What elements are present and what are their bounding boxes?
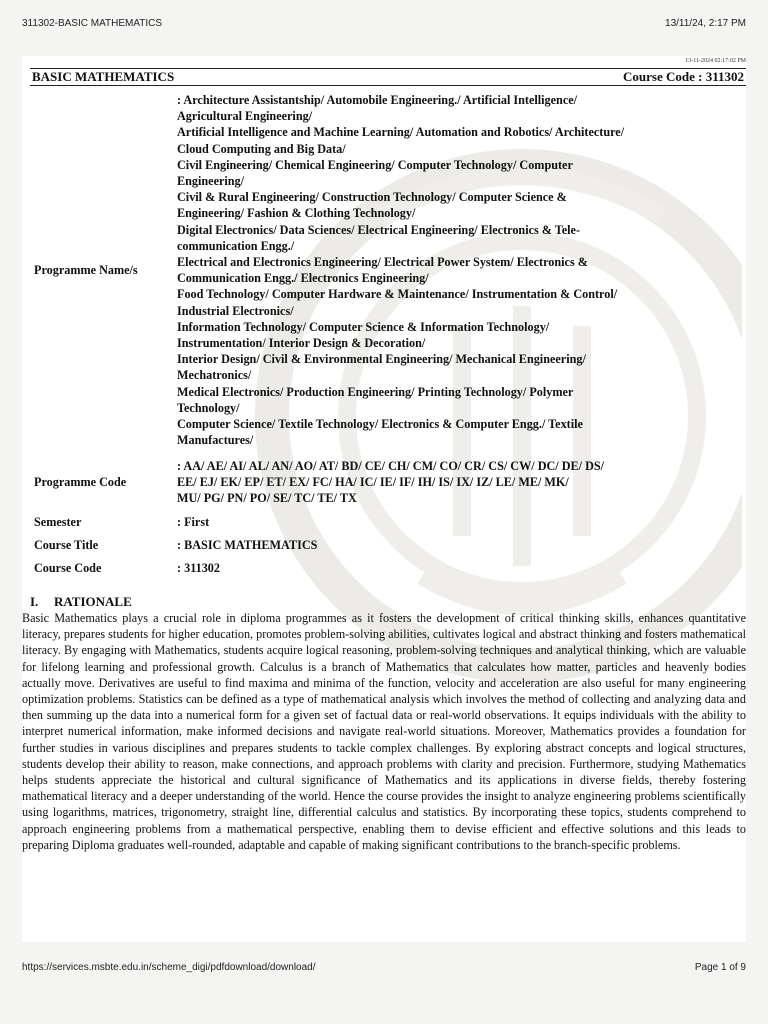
section-number: I.: [30, 594, 39, 609]
course-name-heading: BASIC MATHEMATICS: [32, 69, 175, 84]
programme-names-line: Civil Engineering/ Chemical Engineering/ Computer Technology/ Computer: [177, 157, 573, 172]
print-footer: [22, 962, 746, 973]
course-title-bar: [30, 68, 746, 86]
programme-names-line: Electrical and Electronics Engineering/ Electrical Power System/ Electronics &: [177, 255, 588, 270]
section-title: RATIONALE: [54, 594, 132, 609]
programme-names-row: [34, 92, 740, 448]
programme-names-line: Engineering/ Fashion & Clothing Technology/: [177, 206, 416, 221]
course-title-label: Course Title: [34, 537, 99, 552]
programme-code-row: [34, 458, 740, 507]
rationale-paragraph: Basic Mathematics plays a crucial role in diploma programmes as it fosters the development of critical thinking skills, enhances quantitative literacy, prepares students for higher education, promotes problem-solving abilities, cultivates logical and abstract thinking and fosters mathematical literacy. By engaging with Mathematics, students acquire logical reasoning, problem-solving techniques and analytical thinking, which are valuable for lifelong learning and professional growth. Calculus is a branch of Mathematics that calculates how matter, particles and heavenly bodies actually move. Derivatives are useful to find maxima and minima of the function, velocity and acceleration are also useful for many engineering optimization problems. Statistics can be defined as a type of mathematical analysis which involves the method of collecting and analyzing data and then summing up the data into a numerical form for a given set of factual data or real-world observations. It equips individuals with the ability to interpret numerical information, make informed decisions and navigate real-world situations. Moreover, Mathematics provides a foundation for further studies in various disciplines and prepares students to tackle complex challenges. By exploring abstract concepts and logical structures, students develop their ability to reason, make connections, and approach problems with clarity and precision. Furthermore, studying Mathematics helps students appreciate the historical and cultural significance of Mathematics and its applications in diverse fields, thereby fostering mathematical literacy and a deeper understanding of the world. Hence the course provides the insight to analyze engineering problems scientifically using logarithms, matrices, trigonometry, straight line, differential calculus and statistics. By incorporating these topics, students comprehend to approach engineering problems from a mathematical perspective, enabling them to devise efficient and effective solutions and this leads to preparing Diploma graduates well-rounded, adaptable and capable of making significant contributions to the branch-specific problems.: [22, 611, 746, 852]
programme-names-line: Medical Electronics/ Production Engineering/ Printing Technology/ Polymer: [177, 384, 574, 399]
course-code-label: Course Code: [34, 561, 102, 576]
programme-names-line: Interior Design/ Civil & Environmental Engineering/ Mechanical Engineering/: [177, 352, 586, 367]
print-datetime: 13/11/24, 2:17 PM: [665, 18, 746, 29]
programme-names-value: [177, 92, 740, 448]
generated-timestamp: 13-11-2024 02:17:02 PM: [685, 58, 746, 64]
programme-names-line: Technology/: [177, 400, 240, 415]
programme-names-line: communication Engg./: [177, 238, 295, 253]
rationale-section: [22, 594, 746, 853]
page-url: https://services.msbte.edu.in/scheme_digi/pdfdownload/download/: [22, 962, 316, 973]
print-header: [22, 18, 746, 29]
programme-code-value: [177, 458, 740, 507]
programme-names-line: Civil & Rural Engineering/ Construction Technology/ Computer Science &: [177, 190, 567, 205]
programme-code-line: : AA/ AE/ AI/ AL/ AN/ AO/ AT/ BD/ CE/ CH/ CM/ CO/ CR/ CS/ CW/ DC/ DE/ DS/: [177, 459, 605, 473]
course-title-row: [34, 537, 740, 553]
programme-names-line: Communication Engg./ Electronics Engineering/: [177, 271, 429, 286]
course-code-value: : 311302: [177, 561, 220, 576]
course-code-heading: Course Code : 311302: [623, 69, 744, 84]
programme-names-line: : Architecture Assistantship/ Automobile Engineering./ Artificial Intelligence/: [177, 93, 578, 107]
course-info-table: [34, 92, 740, 576]
programme-names-line: Mechatronics/: [177, 368, 252, 383]
document-page: [22, 56, 746, 942]
programme-names-line: Agricultural Engineering/: [177, 109, 313, 124]
course-code-row: [34, 560, 740, 576]
programme-names-line: Information Technology/ Computer Science & Information Technology/: [177, 319, 550, 334]
programme-names-line: Manufactures/: [177, 433, 254, 448]
programme-code-line: EE/ EJ/ EK/ EP/ ET/ EX/ FC/ HA/ IC/ IE/ IF/ IH/ IS/ IX/ IZ/ LE/ ME/ MK/: [177, 475, 569, 490]
semester-value: : First: [177, 514, 210, 529]
course-title-value: : BASIC MATHEMATICS: [177, 537, 318, 552]
page-number: Page 1 of 9: [694, 962, 746, 973]
programme-code-line: MU/ PG/ PN/ PO/ SE/ TC/ TE/ TX: [177, 491, 357, 506]
rationale-heading: [30, 594, 746, 610]
programme-names-label: Programme Name/s: [34, 262, 138, 277]
programme-names-line: Cloud Computing and Big Data/: [177, 141, 346, 156]
programme-names-line: Computer Science/ Textile Technology/ Electronics & Computer Engg./ Textile: [177, 417, 583, 432]
programme-code-label: Programme Code: [34, 475, 127, 490]
programme-names-line: Industrial Electronics/: [177, 303, 294, 318]
programme-names-line: Food Technology/ Computer Hardware & Maintenance/ Instrumentation & Control/: [177, 287, 618, 302]
semester-label: Semester: [34, 514, 82, 529]
document-title: 311302-BASIC MATHEMATICS: [22, 18, 163, 29]
programme-names-line: Artificial Intelligence and Machine Learning/ Automation and Robotics/ Architecture/: [177, 125, 625, 140]
programme-names-line: Digital Electronics/ Data Sciences/ Electrical Engineering/ Electronics & Tele-: [177, 222, 581, 237]
programme-names-line: Engineering/: [177, 174, 245, 189]
semester-row: [34, 514, 740, 530]
programme-names-line: Instrumentation/ Interior Design & Decoration/: [177, 336, 426, 351]
